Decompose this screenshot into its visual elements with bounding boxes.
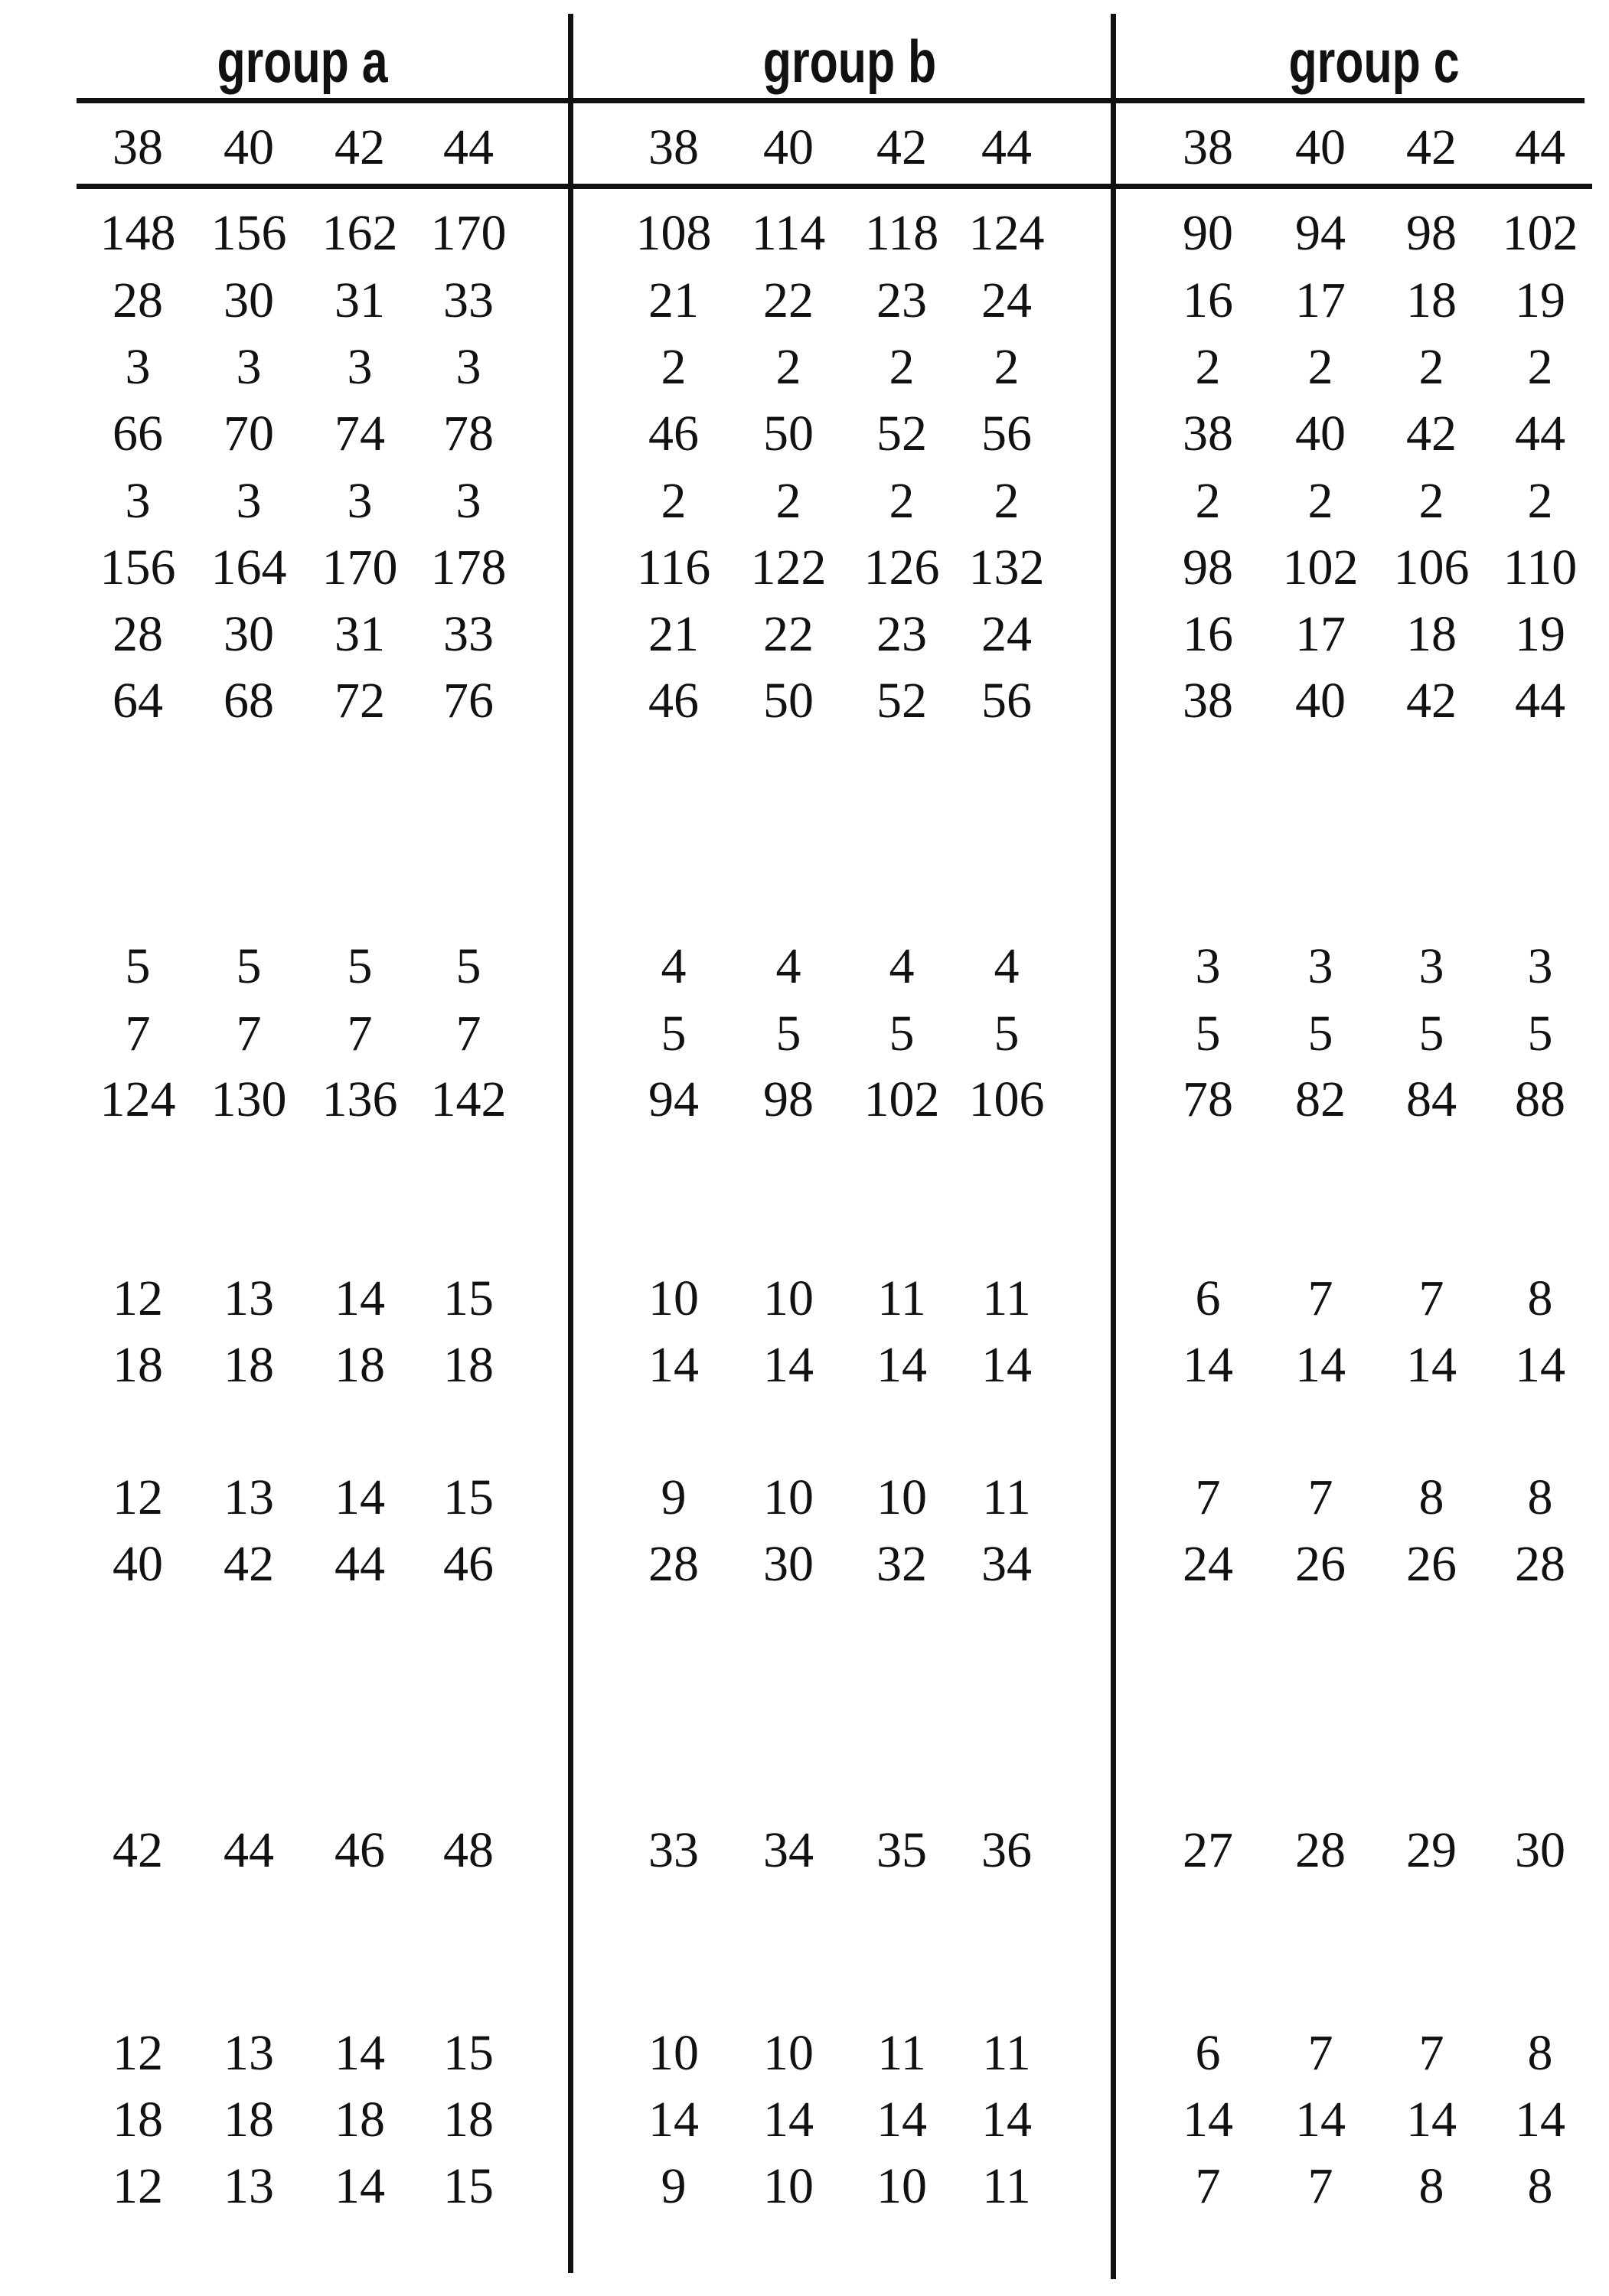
group-a-cell: 30: [224, 272, 274, 328]
group-b-size-header: 40: [763, 119, 814, 175]
group-c-cell: 44: [1515, 406, 1565, 461]
group-b-cell: 122: [750, 540, 827, 595]
group-a-cell: 3: [347, 473, 373, 529]
group-b-cell: 108: [635, 205, 712, 261]
group-c-cell: 38: [1183, 673, 1233, 729]
group-c-cell: 14: [1295, 2092, 1346, 2148]
group-a-cell: 30: [224, 606, 274, 662]
group-c-cell: 7: [1418, 2025, 1444, 2081]
group-c-cell: 42: [1406, 673, 1457, 729]
group-c-cell: 7: [1195, 1469, 1221, 1525]
group-c-cell: 14: [1183, 1337, 1233, 1393]
group-c-cell: 8: [1527, 1270, 1553, 1326]
group-b-cell: 9: [661, 2158, 687, 2214]
group-c-size-header: 44: [1515, 119, 1565, 175]
group-c-cell: 19: [1515, 272, 1565, 328]
group-a-cell: 12: [113, 2158, 163, 2214]
group-b-cell: 35: [876, 1822, 927, 1878]
group-c-cell: 2: [1195, 473, 1221, 529]
group-b-cell: 14: [981, 1337, 1032, 1393]
group-a-cell: 42: [224, 1536, 274, 1592]
group-a-cell: 148: [100, 205, 176, 261]
group-b-cell: 11: [877, 1270, 926, 1326]
group-a-cell: 12: [113, 1469, 163, 1525]
group-a-cell: 18: [335, 2092, 385, 2148]
group-c-cell: 2: [1307, 339, 1333, 395]
header-rule: [77, 98, 1585, 103]
group-a-cell: 156: [211, 205, 287, 261]
group-c-cell: 18: [1406, 272, 1457, 328]
group-b-cell: 10: [763, 1270, 814, 1326]
group-a-cell: 13: [224, 1469, 274, 1525]
group-b-size-header: 44: [981, 119, 1032, 175]
group-c-cell: 90: [1183, 205, 1233, 261]
group-c-cell: 2: [1527, 473, 1553, 529]
group-b-cell: 21: [648, 606, 699, 662]
group-b-cell: 11: [982, 2158, 1031, 2214]
group-c-cell: 2: [1418, 339, 1444, 395]
group-c-cell: 14: [1183, 2092, 1233, 2148]
group-c-cell: 7: [1307, 1469, 1333, 1525]
group-a-size-header: 40: [224, 119, 274, 175]
group-b-cell: 94: [648, 1071, 699, 1127]
group-b-cell: 2: [889, 339, 915, 395]
group-a-cell: 3: [236, 473, 262, 529]
group-c-cell: 102: [1282, 540, 1359, 595]
group-a-cell: 14: [335, 2025, 385, 2081]
group-a-cell: 48: [443, 1822, 494, 1878]
group-c-size-header: 38: [1183, 119, 1233, 175]
group-b-cell: 11: [877, 2025, 926, 2081]
group-b-cell: 52: [876, 406, 927, 461]
group-a-size-header: 42: [335, 119, 385, 175]
group-b-cell: 2: [994, 473, 1020, 529]
group-c-cell: 7: [1307, 1270, 1333, 1326]
group-a-cell: 31: [335, 606, 385, 662]
group-b-cell: 5: [661, 1006, 687, 1062]
group-a-cell: 18: [113, 1337, 163, 1393]
group-a-cell: 15: [443, 1469, 494, 1525]
group-b-cell: 22: [763, 606, 814, 662]
group-a-cell: 78: [443, 406, 494, 461]
group-c-cell: 26: [1406, 1536, 1457, 1592]
group-c-cell: 27: [1183, 1822, 1233, 1878]
group-b-cell: 23: [876, 606, 927, 662]
group-c-cell: 84: [1406, 1071, 1457, 1127]
group-c-cell: 3: [1307, 938, 1333, 994]
group-b-cell: 2: [661, 473, 687, 529]
group-c-cell: 8: [1527, 1469, 1553, 1525]
group-b-cell: 34: [763, 1822, 814, 1878]
group-c-cell: 2: [1307, 473, 1333, 529]
group-a-cell: 3: [455, 339, 481, 395]
group-c-cell: 44: [1515, 673, 1565, 729]
group-b-cell: 102: [863, 1071, 940, 1127]
group-c-cell: 3: [1527, 938, 1553, 994]
group-a-cell: 72: [335, 673, 385, 729]
group-b-cell: 23: [876, 272, 927, 328]
group-b-cell: 22: [763, 272, 814, 328]
group-b-cell: 14: [648, 2092, 699, 2148]
group-a-cell: 13: [224, 2158, 274, 2214]
group-a-cell: 33: [443, 606, 494, 662]
group-a-cell: 14: [335, 1469, 385, 1525]
group-b-cell: 10: [876, 1469, 927, 1525]
group-b-cell: 24: [981, 272, 1032, 328]
group-c-cell: 2: [1195, 339, 1221, 395]
group-c-cell: 98: [1406, 205, 1457, 261]
group-a-cell: 18: [224, 1337, 274, 1393]
group-c-cell: 14: [1515, 1337, 1565, 1393]
group-b-title: group b: [762, 28, 937, 95]
group-a-cell: 5: [125, 938, 151, 994]
group-b-cell: 56: [981, 673, 1032, 729]
group-c-cell: 16: [1183, 272, 1233, 328]
group-a-cell: 18: [443, 2092, 494, 2148]
group-a-cell: 44: [224, 1822, 274, 1878]
group-c-cell: 14: [1406, 2092, 1457, 2148]
group-c-cell: 6: [1195, 1270, 1221, 1326]
group-b-cell: 14: [876, 1337, 927, 1393]
group-a-cell: 7: [125, 1006, 151, 1062]
group-c-cell: 8: [1418, 1469, 1444, 1525]
group-a-cell: 3: [236, 339, 262, 395]
group-b-cell: 14: [763, 1337, 814, 1393]
group-c-cell: 42: [1406, 406, 1457, 461]
group-c-cell: 5: [1195, 1006, 1221, 1062]
group-a-cell: 3: [455, 473, 481, 529]
group-a-cell: 40: [113, 1536, 163, 1592]
group-b-cell: 24: [981, 606, 1032, 662]
group-b-cell: 52: [876, 673, 927, 729]
group-a-cell: 170: [430, 205, 507, 261]
group-b-cell: 14: [648, 1337, 699, 1393]
group-b-cell: 4: [889, 938, 915, 994]
group-a-cell: 5: [347, 938, 373, 994]
group-b-cell: 114: [751, 205, 826, 261]
group-a-cell: 7: [236, 1006, 262, 1062]
group-c-cell: 18: [1406, 606, 1457, 662]
group-c-cell: 38: [1183, 406, 1233, 461]
group-c-cell: 14: [1406, 1337, 1457, 1393]
group-c-cell: 110: [1503, 540, 1578, 595]
group-b-cell: 5: [994, 1006, 1020, 1062]
column-divider-bc: [1111, 14, 1116, 2279]
group-b-cell: 14: [763, 2092, 814, 2148]
group-c-cell: 17: [1295, 272, 1346, 328]
group-c-cell: 2: [1527, 339, 1553, 395]
group-b-cell: 98: [763, 1071, 814, 1127]
group-a-cell: 3: [125, 339, 151, 395]
group-b-cell: 2: [994, 339, 1020, 395]
group-a-cell: 18: [443, 1337, 494, 1393]
group-b-cell: 116: [636, 540, 711, 595]
group-b-cell: 2: [775, 473, 801, 529]
group-b-cell: 46: [648, 673, 699, 729]
group-a-cell: 130: [211, 1071, 287, 1127]
group-c-cell: 7: [1307, 2025, 1333, 2081]
group-a-cell: 15: [443, 2025, 494, 2081]
group-b-cell: 10: [763, 1469, 814, 1525]
group-c-cell: 7: [1418, 1270, 1444, 1326]
group-b-cell: 11: [982, 1270, 1031, 1326]
group-a-cell: 142: [430, 1071, 507, 1127]
group-c-cell: 28: [1515, 1536, 1565, 1592]
size-row-rule: [77, 184, 1592, 189]
group-a-cell: 31: [335, 272, 385, 328]
group-b-cell: 4: [775, 938, 801, 994]
group-b-cell: 9: [661, 1469, 687, 1525]
group-b-cell: 32: [876, 1536, 927, 1592]
group-b-cell: 10: [876, 2158, 927, 2214]
group-c-cell: 3: [1195, 938, 1221, 994]
group-c-cell: 8: [1418, 2158, 1444, 2214]
group-a-cell: 14: [335, 1270, 385, 1326]
group-a-cell: 70: [224, 406, 274, 461]
group-a-cell: 42: [113, 1822, 163, 1878]
group-b-cell: 4: [994, 938, 1020, 994]
group-c-cell: 40: [1295, 673, 1346, 729]
group-b-cell: 4: [661, 938, 687, 994]
group-c-cell: 30: [1515, 1822, 1565, 1878]
group-c-cell: 40: [1295, 406, 1346, 461]
group-a-cell: 64: [113, 673, 163, 729]
group-a-cell: 18: [335, 1337, 385, 1393]
group-a-cell: 18: [224, 2092, 274, 2148]
group-b-cell: 33: [648, 1822, 699, 1878]
group-a-cell: 18: [113, 2092, 163, 2148]
group-c-cell: 26: [1295, 1536, 1346, 1592]
group-b-cell: 2: [889, 473, 915, 529]
group-b-cell: 28: [648, 1536, 699, 1592]
group-b-cell: 56: [981, 406, 1032, 461]
group-b-cell: 30: [763, 1536, 814, 1592]
group-b-cell: 2: [775, 339, 801, 395]
group-c-cell: 29: [1406, 1822, 1457, 1878]
group-c-cell: 14: [1515, 2092, 1565, 2148]
group-b-cell: 132: [968, 540, 1045, 595]
group-a-cell: 66: [113, 406, 163, 461]
group-a-size-header: 38: [113, 119, 163, 175]
group-a-cell: 68: [224, 673, 274, 729]
group-b-cell: 10: [763, 2025, 814, 2081]
group-a-cell: 13: [224, 1270, 274, 1326]
group-b-cell: 11: [982, 2025, 1031, 2081]
column-divider-ab: [568, 14, 573, 2273]
group-b-cell: 11: [982, 1469, 1031, 1525]
group-c-cell: 3: [1418, 938, 1444, 994]
group-a-cell: 28: [113, 272, 163, 328]
group-a-cell: 15: [443, 2158, 494, 2214]
group-a-cell: 46: [335, 1822, 385, 1878]
group-c-cell: 106: [1393, 540, 1470, 595]
group-b-cell: 5: [775, 1006, 801, 1062]
group-b-cell: 34: [981, 1536, 1032, 1592]
group-c-cell: 6: [1195, 2025, 1221, 2081]
group-a-cell: 7: [455, 1006, 481, 1062]
group-a-cell: 46: [443, 1536, 494, 1592]
group-c-size-header: 42: [1406, 119, 1457, 175]
group-c-cell: 28: [1295, 1822, 1346, 1878]
group-b-cell: 126: [863, 540, 940, 595]
group-a-cell: 14: [335, 2158, 385, 2214]
group-a-cell: 3: [125, 473, 151, 529]
group-b-cell: 14: [981, 2092, 1032, 2148]
group-a-cell: 5: [236, 938, 262, 994]
group-a-cell: 3: [347, 339, 373, 395]
group-a-cell: 33: [443, 272, 494, 328]
group-a-cell: 74: [335, 406, 385, 461]
group-c-cell: 88: [1515, 1071, 1565, 1127]
group-a-title: group a: [217, 28, 388, 95]
group-a-cell: 5: [455, 938, 481, 994]
group-a-cell: 12: [113, 2025, 163, 2081]
group-b-cell: 118: [864, 205, 939, 261]
group-c-cell: 2: [1418, 473, 1444, 529]
group-c-cell: 14: [1295, 1337, 1346, 1393]
group-c-cell: 82: [1295, 1071, 1346, 1127]
group-c-title: group c: [1288, 28, 1460, 95]
group-c-cell: 8: [1527, 2158, 1553, 2214]
group-a-cell: 170: [321, 540, 398, 595]
group-b-cell: 10: [763, 2158, 814, 2214]
group-c-cell: 5: [1307, 1006, 1333, 1062]
group-a-cell: 7: [347, 1006, 373, 1062]
group-b-size-header: 38: [648, 119, 699, 175]
group-a-cell: 156: [100, 540, 176, 595]
group-c-cell: 19: [1515, 606, 1565, 662]
group-a-cell: 162: [321, 205, 398, 261]
group-a-cell: 178: [430, 540, 507, 595]
group-b-cell: 106: [968, 1071, 1045, 1127]
group-b-cell: 50: [763, 406, 814, 461]
group-b-cell: 5: [889, 1006, 915, 1062]
group-c-cell: 5: [1527, 1006, 1553, 1062]
group-c-cell: 7: [1307, 2158, 1333, 2214]
group-b-cell: 14: [876, 2092, 927, 2148]
group-b-cell: 36: [981, 1822, 1032, 1878]
group-a-cell: 44: [335, 1536, 385, 1592]
group-b-cell: 50: [763, 673, 814, 729]
group-b-cell: 21: [648, 272, 699, 328]
group-c-cell: 94: [1295, 205, 1346, 261]
group-a-size-header: 44: [443, 119, 494, 175]
group-c-cell: 8: [1527, 2025, 1553, 2081]
group-c-cell: 102: [1502, 205, 1578, 261]
group-c-size-header: 40: [1295, 119, 1346, 175]
group-a-cell: 124: [100, 1071, 176, 1127]
group-c-cell: 16: [1183, 606, 1233, 662]
group-c-cell: 78: [1183, 1071, 1233, 1127]
group-a-cell: 15: [443, 1270, 494, 1326]
group-b-cell: 46: [648, 406, 699, 461]
group-c-cell: 98: [1183, 540, 1233, 595]
group-a-cell: 136: [321, 1071, 398, 1127]
group-a-cell: 164: [211, 540, 287, 595]
group-b-cell: 2: [661, 339, 687, 395]
group-b-size-header: 42: [876, 119, 927, 175]
group-a-cell: 13: [224, 2025, 274, 2081]
group-c-cell: 5: [1418, 1006, 1444, 1062]
group-c-cell: 24: [1183, 1536, 1233, 1592]
group-b-cell: 124: [968, 205, 1045, 261]
group-a-cell: 76: [443, 673, 494, 729]
group-b-cell: 10: [648, 1270, 699, 1326]
group-a-cell: 28: [113, 606, 163, 662]
group-c-cell: 17: [1295, 606, 1346, 662]
group-b-cell: 10: [648, 2025, 699, 2081]
group-a-cell: 12: [113, 1270, 163, 1326]
group-c-cell: 7: [1195, 2158, 1221, 2214]
